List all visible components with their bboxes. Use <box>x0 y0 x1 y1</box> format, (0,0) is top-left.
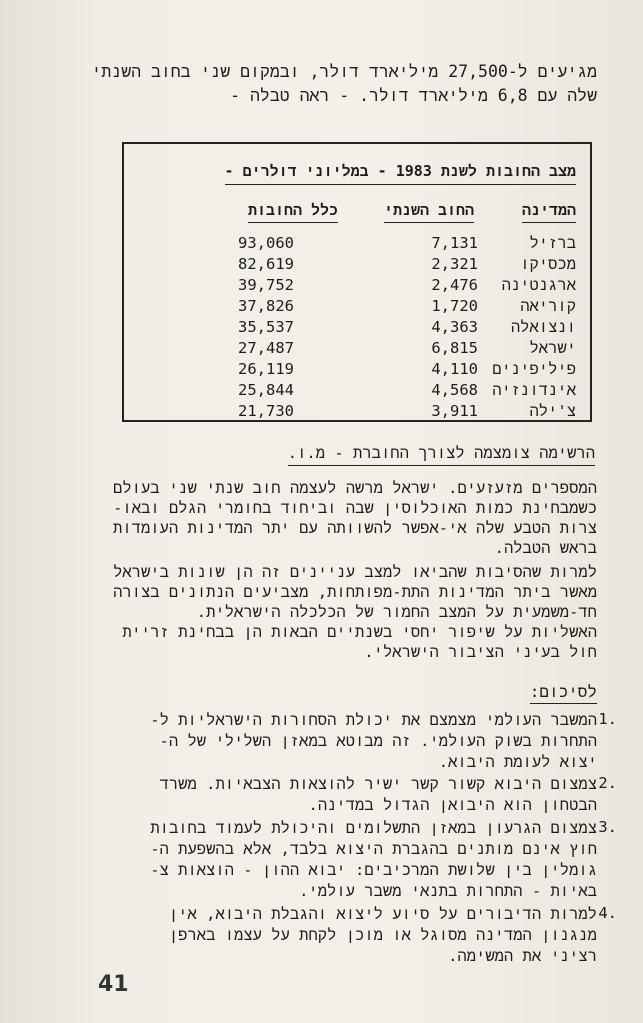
country-cell: ארגנטינה <box>501 276 576 294</box>
total-debt-cell: 35,537 <box>238 318 294 336</box>
summary-item-line: גומלין בין שלושת המרכיבים: יבוא ההון - הוצאות צ- <box>150 861 597 879</box>
total-debt-cell: 82,619 <box>238 255 294 273</box>
table-row <box>124 381 594 401</box>
paragraph1-line-3: צרות הטבע שלה אי-אפשר להשוותה עם יתר המדינות העומדות <box>113 519 597 537</box>
country-cell: ברזיל <box>529 234 576 252</box>
table-row <box>124 276 594 296</box>
table-row <box>124 255 594 275</box>
header-annual-debt: החוב השנתי <box>384 201 474 223</box>
paragraph2-line-4: האשליות על שיפור יחסי בשנתיים הבאות הן בבחינת זריית <box>122 623 597 641</box>
summary-item-line: מנגנון המדינה מסוגל או מוכן לקחת על עצמו בארפן <box>168 926 597 944</box>
country-cell: צ'ילה <box>529 402 576 420</box>
total-debt-cell: 27,487 <box>238 339 294 357</box>
table-row <box>124 402 594 422</box>
table-row <box>124 360 594 380</box>
summary-item-number: 1. <box>598 710 617 728</box>
annual-debt-cell: 3,911 <box>431 402 478 420</box>
summary-item-line: צמצום הגרעון במאזן התשלומים והיכולת לעמוד בחובות <box>150 819 597 837</box>
total-debt-cell: 26,119 <box>238 360 294 378</box>
summary-item-line: הבטחון הוא היבואן הגדול במדינה. <box>308 796 597 814</box>
annual-debt-cell: 2,476 <box>431 276 478 294</box>
debt-table <box>122 142 592 422</box>
summary-item-line: למרות הדיבורים על סיוע ליצוא והגבלת היבוא, אין <box>168 905 597 923</box>
table-row <box>124 318 594 338</box>
summary-item-number: 3. <box>598 818 617 836</box>
table-title: מצב החובות לשנת 1983 - במליוני דולרים - <box>225 162 576 185</box>
summary-item-line: רציני את המשימה. <box>448 947 597 965</box>
summary-item-line: המשבר העולמי מצמצם את יכולת הסחורות הישראליות ל- <box>150 711 597 729</box>
total-debt-cell: 39,752 <box>238 276 294 294</box>
summary-title: לסיכום: <box>530 682 597 704</box>
table-note: הרשימה צומצמה לצורך החוברת - מ.ו. <box>288 444 595 466</box>
country-cell: ישראל <box>529 339 576 357</box>
total-debt-cell: 25,844 <box>238 381 294 399</box>
country-cell: מכסיקו <box>520 255 576 273</box>
annual-debt-cell: 2,321 <box>431 255 478 273</box>
country-cell: אינדונזיה <box>492 381 576 399</box>
annual-debt-cell: 6,815 <box>431 339 478 357</box>
total-debt-cell: 93,060 <box>238 234 294 252</box>
annual-debt-cell: 4,568 <box>431 381 478 399</box>
total-debt-cell: 37,826 <box>238 297 294 315</box>
paragraph2-line-5: חול בעיני הציבור הישראלי. <box>364 643 597 661</box>
annual-debt-cell: 4,110 <box>431 360 478 378</box>
intro-line-1: מגיעים ל-27,500 מיליארד דולר, ובמקום שני בחוב השנתי <box>91 62 597 81</box>
summary-item-line: צמצום היבוא קשור קשר ישיר להוצאות הצבאיות. משרד <box>159 775 597 793</box>
annual-debt-cell: 4,363 <box>431 318 478 336</box>
summary-item-line: יצוא לעומת היבוא. <box>438 753 597 771</box>
table-row <box>124 297 594 317</box>
summary-item-line: התחרות בשוק העולמי. זה מבוטא במאזן השלילי של ה- <box>159 732 597 750</box>
country-cell: פיליפינים <box>492 360 576 378</box>
table-row <box>124 339 594 359</box>
header-total-debt: כלל החובות <box>248 201 338 223</box>
paragraph1-line-1: המספרים מזעזעים. ישראל מרשה לעצמה חוב שנתי שני בעולם <box>113 479 597 497</box>
total-debt-cell: 21,730 <box>238 402 294 420</box>
annual-debt-cell: 7,131 <box>431 234 478 252</box>
paragraph1-line-2: כשמבחינת כמות האוכלוסין שבה וביחוד בחומרי הגלם ובאו- <box>113 499 597 517</box>
paragraph2-line-3: חד-משמעית על המצב החמור של הכלכלה הישראלית. <box>196 603 597 621</box>
summary-item-line: חוץ אינם מותנים בהגברת היצוא בלבד, אלא בהשפעת ה- <box>150 840 597 858</box>
intro-line-2: שלה עם 6,8 מיליארד דולר. - ראה טבלה - <box>230 86 597 105</box>
paragraph1-line-4: בראש הטבלה. <box>494 539 597 557</box>
annual-debt-cell: 1,720 <box>431 297 478 315</box>
paragraph2-line-2: מאשר ביתר המדינות התת-מפותחות, מצביעים הנתונים בצורה <box>113 583 597 601</box>
summary-item-number: 2. <box>598 774 617 792</box>
header-country: המדינה <box>522 201 576 223</box>
country-cell: ונצואלה <box>510 318 576 336</box>
country-cell: קוריאה <box>520 297 576 315</box>
paragraph2-line-1: למרות שהסיבות שהביאו למצב עניינים זה הן שונות בישראל <box>113 563 597 581</box>
summary-item-number: 4. <box>598 904 617 922</box>
summary-item-line: באיות - התחרות בתנאי משבר עולמי. <box>299 882 597 900</box>
table-row <box>124 234 594 254</box>
page-number: 41 <box>98 972 129 997</box>
